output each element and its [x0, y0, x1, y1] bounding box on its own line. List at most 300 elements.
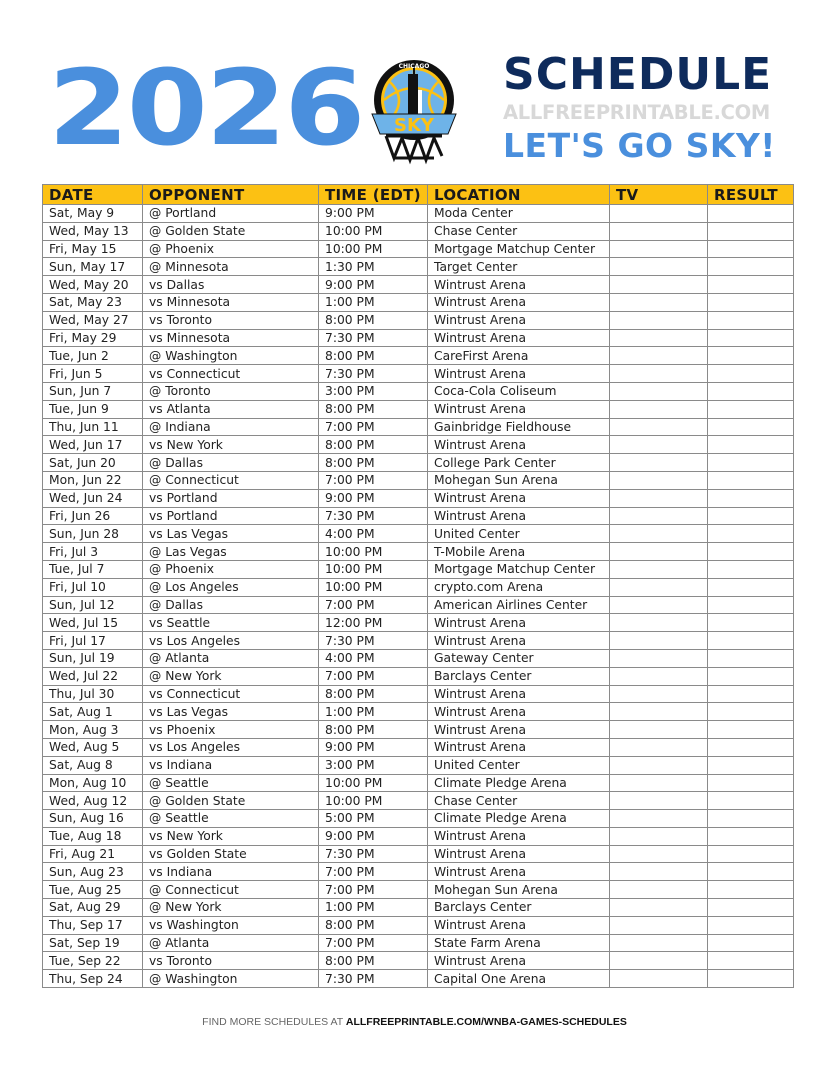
- cell-time: 7:00 PM: [319, 881, 428, 899]
- cell-location: T-Mobile Arena: [428, 543, 610, 561]
- cell-result[interactable]: [708, 756, 794, 774]
- cell-tv[interactable]: [610, 471, 708, 489]
- cell-location: CareFirst Arena: [428, 347, 610, 365]
- cell-opponent: @ Phoenix: [143, 240, 319, 258]
- cell-tv[interactable]: [610, 899, 708, 917]
- cell-opponent: @ Seattle: [143, 774, 319, 792]
- table-row: [43, 934, 794, 952]
- table-row: [43, 365, 794, 383]
- cell-date: Sun, Aug 16: [43, 810, 143, 828]
- cell-location: Wintrust Arena: [428, 293, 610, 311]
- cell-result[interactable]: [708, 222, 794, 240]
- cell-location: Wintrust Arena: [428, 276, 610, 294]
- cell-date: Wed, Jul 22: [43, 667, 143, 685]
- cell-result[interactable]: [708, 525, 794, 543]
- cell-location: Wintrust Arena: [428, 489, 610, 507]
- cell-time: 7:30 PM: [319, 507, 428, 525]
- cell-time: 10:00 PM: [319, 240, 428, 258]
- cell-result[interactable]: [708, 329, 794, 347]
- cell-tv[interactable]: [610, 934, 708, 952]
- cell-location: Chase Center: [428, 222, 610, 240]
- cell-time: 9:00 PM: [319, 276, 428, 294]
- cell-opponent: @ New York: [143, 899, 319, 917]
- svg-text:CHICAGO: CHICAGO: [398, 63, 430, 70]
- cell-location: Wintrust Arena: [428, 721, 610, 739]
- cell-tv[interactable]: [610, 365, 708, 383]
- cell-time: 3:00 PM: [319, 382, 428, 400]
- cell-opponent: vs Indiana: [143, 756, 319, 774]
- table-row: [43, 649, 794, 667]
- cell-tv[interactable]: [610, 632, 708, 650]
- column-header-opponent: OPPONENT: [143, 185, 319, 205]
- cell-tv[interactable]: [610, 756, 708, 774]
- table-row: [43, 738, 794, 756]
- cell-time: 7:00 PM: [319, 471, 428, 489]
- cell-location: Coca-Cola Coliseum: [428, 382, 610, 400]
- table-row: [43, 667, 794, 685]
- table-row: [43, 827, 794, 845]
- cell-location: Wintrust Arena: [428, 738, 610, 756]
- cell-opponent: vs Washington: [143, 916, 319, 934]
- cell-date: Fri, Aug 21: [43, 845, 143, 863]
- cell-opponent: vs Toronto: [143, 311, 319, 329]
- cell-location: United Center: [428, 525, 610, 543]
- table-row: [43, 721, 794, 739]
- cell-time: 7:00 PM: [319, 596, 428, 614]
- table-row: [43, 703, 794, 721]
- cell-opponent: vs Indiana: [143, 863, 319, 881]
- cell-location: Target Center: [428, 258, 610, 276]
- cell-result[interactable]: [708, 934, 794, 952]
- cell-result[interactable]: [708, 543, 794, 561]
- cell-location: Wintrust Arena: [428, 952, 610, 970]
- cell-date: Sat, Sep 19: [43, 934, 143, 952]
- cell-location: Mohegan Sun Arena: [428, 471, 610, 489]
- cell-date: Wed, May 20: [43, 276, 143, 294]
- cell-tv[interactable]: [610, 400, 708, 418]
- cell-tv[interactable]: [610, 311, 708, 329]
- cell-time: 7:30 PM: [319, 632, 428, 650]
- cell-result[interactable]: [708, 774, 794, 792]
- cell-location: Wintrust Arena: [428, 329, 610, 347]
- cell-location: Wintrust Arena: [428, 827, 610, 845]
- cell-opponent: vs Connecticut: [143, 365, 319, 383]
- cell-date: Sun, Jun 28: [43, 525, 143, 543]
- cell-result[interactable]: [708, 810, 794, 828]
- cell-date: Fri, Jul 17: [43, 632, 143, 650]
- cell-result[interactable]: [708, 471, 794, 489]
- cell-tv[interactable]: [610, 863, 708, 881]
- cell-location: Wintrust Arena: [428, 845, 610, 863]
- cell-result[interactable]: [708, 293, 794, 311]
- cell-result[interactable]: [708, 276, 794, 294]
- table-row: [43, 578, 794, 596]
- cell-time: 7:00 PM: [319, 667, 428, 685]
- cell-time: 10:00 PM: [319, 560, 428, 578]
- cell-location: Wintrust Arena: [428, 436, 610, 454]
- table-row: [43, 810, 794, 828]
- table-row: [43, 792, 794, 810]
- cell-result[interactable]: [708, 863, 794, 881]
- table-row: [43, 205, 794, 223]
- cell-tv[interactable]: [610, 507, 708, 525]
- cell-date: Wed, Aug 5: [43, 738, 143, 756]
- cell-tv[interactable]: [610, 329, 708, 347]
- cell-result[interactable]: [708, 916, 794, 934]
- table-row: [43, 222, 794, 240]
- cell-result[interactable]: [708, 205, 794, 223]
- cell-opponent: @ Dallas: [143, 596, 319, 614]
- table-row: [43, 293, 794, 311]
- cell-location: Moda Center: [428, 205, 610, 223]
- cell-time: 4:00 PM: [319, 525, 428, 543]
- cell-time: 7:00 PM: [319, 934, 428, 952]
- cell-opponent: vs Dallas: [143, 276, 319, 294]
- cell-date: Sat, Aug 29: [43, 899, 143, 917]
- cell-location: American Airlines Center: [428, 596, 610, 614]
- cell-result[interactable]: [708, 507, 794, 525]
- cell-date: Fri, Jun 26: [43, 507, 143, 525]
- cell-opponent: vs Portland: [143, 489, 319, 507]
- cell-date: Sun, May 17: [43, 258, 143, 276]
- cell-tv[interactable]: [610, 436, 708, 454]
- cell-result[interactable]: [708, 614, 794, 632]
- cell-date: Sat, May 9: [43, 205, 143, 223]
- cell-location: crypto.com Arena: [428, 578, 610, 596]
- cell-time: 8:00 PM: [319, 685, 428, 703]
- cell-tv[interactable]: [610, 578, 708, 596]
- cell-tv[interactable]: [610, 810, 708, 828]
- svg-text:SKY: SKY: [394, 115, 434, 136]
- table-row: [43, 329, 794, 347]
- cell-date: Thu, Jul 30: [43, 685, 143, 703]
- cell-time: 7:30 PM: [319, 329, 428, 347]
- cell-date: Tue, Aug 25: [43, 881, 143, 899]
- cell-opponent: vs Toronto: [143, 952, 319, 970]
- cell-location: Chase Center: [428, 792, 610, 810]
- cell-result[interactable]: [708, 240, 794, 258]
- cell-tv[interactable]: [610, 560, 708, 578]
- cell-tv[interactable]: [610, 222, 708, 240]
- cell-result[interactable]: [708, 952, 794, 970]
- cell-time: 7:30 PM: [319, 970, 428, 988]
- footer-link[interactable]: ALLFREEPRINTABLE.COM/WNBA-GAMES-SCHEDULES: [345, 1016, 627, 1028]
- cell-location: College Park Center: [428, 454, 610, 472]
- cell-result[interactable]: [708, 881, 794, 899]
- schedule-title: SCHEDULE: [503, 49, 773, 100]
- cell-result[interactable]: [708, 347, 794, 365]
- cell-result[interactable]: [708, 667, 794, 685]
- cell-result[interactable]: [708, 792, 794, 810]
- cell-tv[interactable]: [610, 525, 708, 543]
- cell-location: Wintrust Arena: [428, 400, 610, 418]
- cell-tv[interactable]: [610, 703, 708, 721]
- cell-time: 10:00 PM: [319, 222, 428, 240]
- cell-date: Tue, Jul 7: [43, 560, 143, 578]
- table-row: [43, 311, 794, 329]
- cell-time: 10:00 PM: [319, 578, 428, 596]
- cell-opponent: @ Las Vegas: [143, 543, 319, 561]
- cell-location: United Center: [428, 756, 610, 774]
- column-header-time: TIME (EDT): [319, 185, 428, 205]
- cell-time: 7:30 PM: [319, 365, 428, 383]
- cell-opponent: @ Seattle: [143, 810, 319, 828]
- cell-location: Wintrust Arena: [428, 685, 610, 703]
- cell-opponent: vs Las Vegas: [143, 703, 319, 721]
- cell-date: Sat, May 23: [43, 293, 143, 311]
- cell-date: Fri, May 15: [43, 240, 143, 258]
- cell-tv[interactable]: [610, 792, 708, 810]
- cell-opponent: vs Los Angeles: [143, 738, 319, 756]
- cell-time: 4:00 PM: [319, 649, 428, 667]
- cell-time: 8:00 PM: [319, 400, 428, 418]
- cell-tv[interactable]: [610, 205, 708, 223]
- cell-tv[interactable]: [610, 685, 708, 703]
- cell-opponent: vs New York: [143, 436, 319, 454]
- cell-opponent: @ Toronto: [143, 382, 319, 400]
- cell-date: Sat, Jun 20: [43, 454, 143, 472]
- cell-opponent: @ Washington: [143, 347, 319, 365]
- cell-location: Gateway Center: [428, 649, 610, 667]
- cell-time: 10:00 PM: [319, 792, 428, 810]
- cell-date: Sat, Aug 8: [43, 756, 143, 774]
- cell-location: Mortgage Matchup Center: [428, 240, 610, 258]
- cell-tv[interactable]: [610, 738, 708, 756]
- cell-opponent: vs Seattle: [143, 614, 319, 632]
- table-row: [43, 507, 794, 525]
- cell-date: Tue, Aug 18: [43, 827, 143, 845]
- cell-date: Fri, Jul 3: [43, 543, 143, 561]
- table-row: [43, 881, 794, 899]
- cell-tv[interactable]: [610, 614, 708, 632]
- cell-tv[interactable]: [610, 347, 708, 365]
- cell-time: 1:00 PM: [319, 899, 428, 917]
- cell-opponent: vs Minnesota: [143, 329, 319, 347]
- cell-result[interactable]: [708, 258, 794, 276]
- cell-result[interactable]: [708, 578, 794, 596]
- cell-location: Capital One Arena: [428, 970, 610, 988]
- cell-opponent: @ Washington: [143, 970, 319, 988]
- cell-time: 8:00 PM: [319, 952, 428, 970]
- cell-location: Climate Pledge Arena: [428, 774, 610, 792]
- cell-tv[interactable]: [610, 543, 708, 561]
- column-header-location: LOCATION: [428, 185, 610, 205]
- cell-time: 8:00 PM: [319, 916, 428, 934]
- column-header-tv: TV: [610, 185, 708, 205]
- cell-tv[interactable]: [610, 827, 708, 845]
- cell-time: 8:00 PM: [319, 436, 428, 454]
- cell-date: Mon, Aug 3: [43, 721, 143, 739]
- cell-result[interactable]: [708, 827, 794, 845]
- slogan: LET'S GO SKY!: [503, 126, 776, 165]
- cell-date: Fri, Jul 10: [43, 578, 143, 596]
- cell-result[interactable]: [708, 899, 794, 917]
- cell-result[interactable]: [708, 970, 794, 988]
- cell-opponent: @ Indiana: [143, 418, 319, 436]
- cell-result[interactable]: [708, 365, 794, 383]
- cell-result[interactable]: [708, 489, 794, 507]
- table-row: [43, 436, 794, 454]
- cell-opponent: @ Golden State: [143, 792, 319, 810]
- cell-date: Wed, May 13: [43, 222, 143, 240]
- cell-time: 1:30 PM: [319, 258, 428, 276]
- cell-tv[interactable]: [610, 845, 708, 863]
- cell-date: Fri, May 29: [43, 329, 143, 347]
- table-row: [43, 863, 794, 881]
- cell-tv[interactable]: [610, 382, 708, 400]
- cell-result[interactable]: [708, 454, 794, 472]
- cell-date: Sun, Jul 12: [43, 596, 143, 614]
- cell-time: 9:00 PM: [319, 827, 428, 845]
- cell-location: Gainbridge Fieldhouse: [428, 418, 610, 436]
- cell-tv[interactable]: [610, 667, 708, 685]
- table-row: [43, 756, 794, 774]
- table-row: [43, 916, 794, 934]
- title-block: [503, 50, 778, 166]
- cell-tv[interactable]: [610, 916, 708, 934]
- cell-result[interactable]: [708, 845, 794, 863]
- cell-tv[interactable]: [610, 596, 708, 614]
- cell-tv[interactable]: [610, 774, 708, 792]
- table-row: [43, 525, 794, 543]
- cell-time: 7:00 PM: [319, 863, 428, 881]
- chicago-sky-logo-icon: [368, 58, 460, 166]
- cell-time: 5:00 PM: [319, 810, 428, 828]
- cell-tv[interactable]: [610, 649, 708, 667]
- table-row: [43, 632, 794, 650]
- cell-opponent: @ Atlanta: [143, 649, 319, 667]
- table-row: [43, 400, 794, 418]
- cell-location: Wintrust Arena: [428, 632, 610, 650]
- cell-time: 3:00 PM: [319, 756, 428, 774]
- cell-result[interactable]: [708, 721, 794, 739]
- cell-time: 8:00 PM: [319, 454, 428, 472]
- table-row: [43, 970, 794, 988]
- footer: [0, 1016, 829, 1028]
- cell-result[interactable]: [708, 632, 794, 650]
- cell-time: 8:00 PM: [319, 721, 428, 739]
- cell-result[interactable]: [708, 738, 794, 756]
- cell-result[interactable]: [708, 596, 794, 614]
- cell-opponent: vs Las Vegas: [143, 525, 319, 543]
- cell-opponent: vs Phoenix: [143, 721, 319, 739]
- cell-opponent: @ Minnesota: [143, 258, 319, 276]
- cell-location: Wintrust Arena: [428, 365, 610, 383]
- cell-date: Mon, Jun 22: [43, 471, 143, 489]
- cell-time: 9:00 PM: [319, 205, 428, 223]
- cell-result[interactable]: [708, 703, 794, 721]
- cell-time: 10:00 PM: [319, 774, 428, 792]
- table-row: [43, 543, 794, 561]
- cell-result[interactable]: [708, 560, 794, 578]
- column-header-result: RESULT: [708, 185, 794, 205]
- year-heading: 2026: [48, 47, 364, 169]
- table-row: [43, 454, 794, 472]
- cell-tv[interactable]: [610, 240, 708, 258]
- cell-tv[interactable]: [610, 258, 708, 276]
- cell-opponent: vs Los Angeles: [143, 632, 319, 650]
- table-header-row: [43, 185, 794, 205]
- table-row: [43, 845, 794, 863]
- table-row: [43, 471, 794, 489]
- cell-result[interactable]: [708, 311, 794, 329]
- table-row: [43, 258, 794, 276]
- cell-opponent: @ Atlanta: [143, 934, 319, 952]
- cell-tv[interactable]: [610, 721, 708, 739]
- cell-date: Wed, Jul 15: [43, 614, 143, 632]
- schedule-body: [43, 205, 794, 988]
- cell-time: 9:00 PM: [319, 489, 428, 507]
- cell-date: Thu, Sep 17: [43, 916, 143, 934]
- cell-date: Tue, Sep 22: [43, 952, 143, 970]
- cell-result[interactable]: [708, 649, 794, 667]
- table-row: [43, 596, 794, 614]
- cell-location: State Farm Arena: [428, 934, 610, 952]
- cell-tv[interactable]: [610, 881, 708, 899]
- cell-location: Barclays Center: [428, 899, 610, 917]
- column-header-date: DATE: [43, 185, 143, 205]
- cell-opponent: vs Golden State: [143, 845, 319, 863]
- table-row: [43, 418, 794, 436]
- cell-opponent: @ Portland: [143, 205, 319, 223]
- table-row: [43, 774, 794, 792]
- cell-result[interactable]: [708, 436, 794, 454]
- cell-time: 9:00 PM: [319, 738, 428, 756]
- cell-tv[interactable]: [610, 489, 708, 507]
- table-row: [43, 382, 794, 400]
- cell-time: 7:00 PM: [319, 418, 428, 436]
- cell-result[interactable]: [708, 382, 794, 400]
- cell-date: Fri, Jun 5: [43, 365, 143, 383]
- cell-date: Tue, Jun 9: [43, 400, 143, 418]
- cell-opponent: vs New York: [143, 827, 319, 845]
- cell-tv[interactable]: [610, 454, 708, 472]
- cell-location: Wintrust Arena: [428, 863, 610, 881]
- cell-location: Wintrust Arena: [428, 311, 610, 329]
- cell-date: Sun, Jun 7: [43, 382, 143, 400]
- table-row: [43, 952, 794, 970]
- table-row: [43, 685, 794, 703]
- cell-time: 7:30 PM: [319, 845, 428, 863]
- table-row: [43, 347, 794, 365]
- cell-tv[interactable]: [610, 952, 708, 970]
- footer-prefix: FIND MORE SCHEDULES AT: [202, 1016, 346, 1028]
- cell-opponent: @ Dallas: [143, 454, 319, 472]
- cell-result[interactable]: [708, 685, 794, 703]
- cell-location: Wintrust Arena: [428, 614, 610, 632]
- cell-tv[interactable]: [610, 418, 708, 436]
- site-watermark: ALLFREEPRINTABLE.COM: [503, 101, 770, 124]
- table-row: [43, 489, 794, 507]
- cell-result[interactable]: [708, 400, 794, 418]
- table-row: [43, 276, 794, 294]
- cell-time: 1:00 PM: [319, 293, 428, 311]
- cell-location: Wintrust Arena: [428, 703, 610, 721]
- cell-tv[interactable]: [610, 293, 708, 311]
- schedule-table: [42, 184, 794, 988]
- cell-tv[interactable]: [610, 276, 708, 294]
- cell-tv[interactable]: [610, 970, 708, 988]
- cell-location: Wintrust Arena: [428, 507, 610, 525]
- cell-date: Thu, Sep 24: [43, 970, 143, 988]
- table-row: [43, 240, 794, 258]
- cell-location: Barclays Center: [428, 667, 610, 685]
- cell-result[interactable]: [708, 418, 794, 436]
- cell-date: Sun, Jul 19: [43, 649, 143, 667]
- cell-location: Wintrust Arena: [428, 916, 610, 934]
- cell-time: 8:00 PM: [319, 311, 428, 329]
- cell-opponent: @ Connecticut: [143, 471, 319, 489]
